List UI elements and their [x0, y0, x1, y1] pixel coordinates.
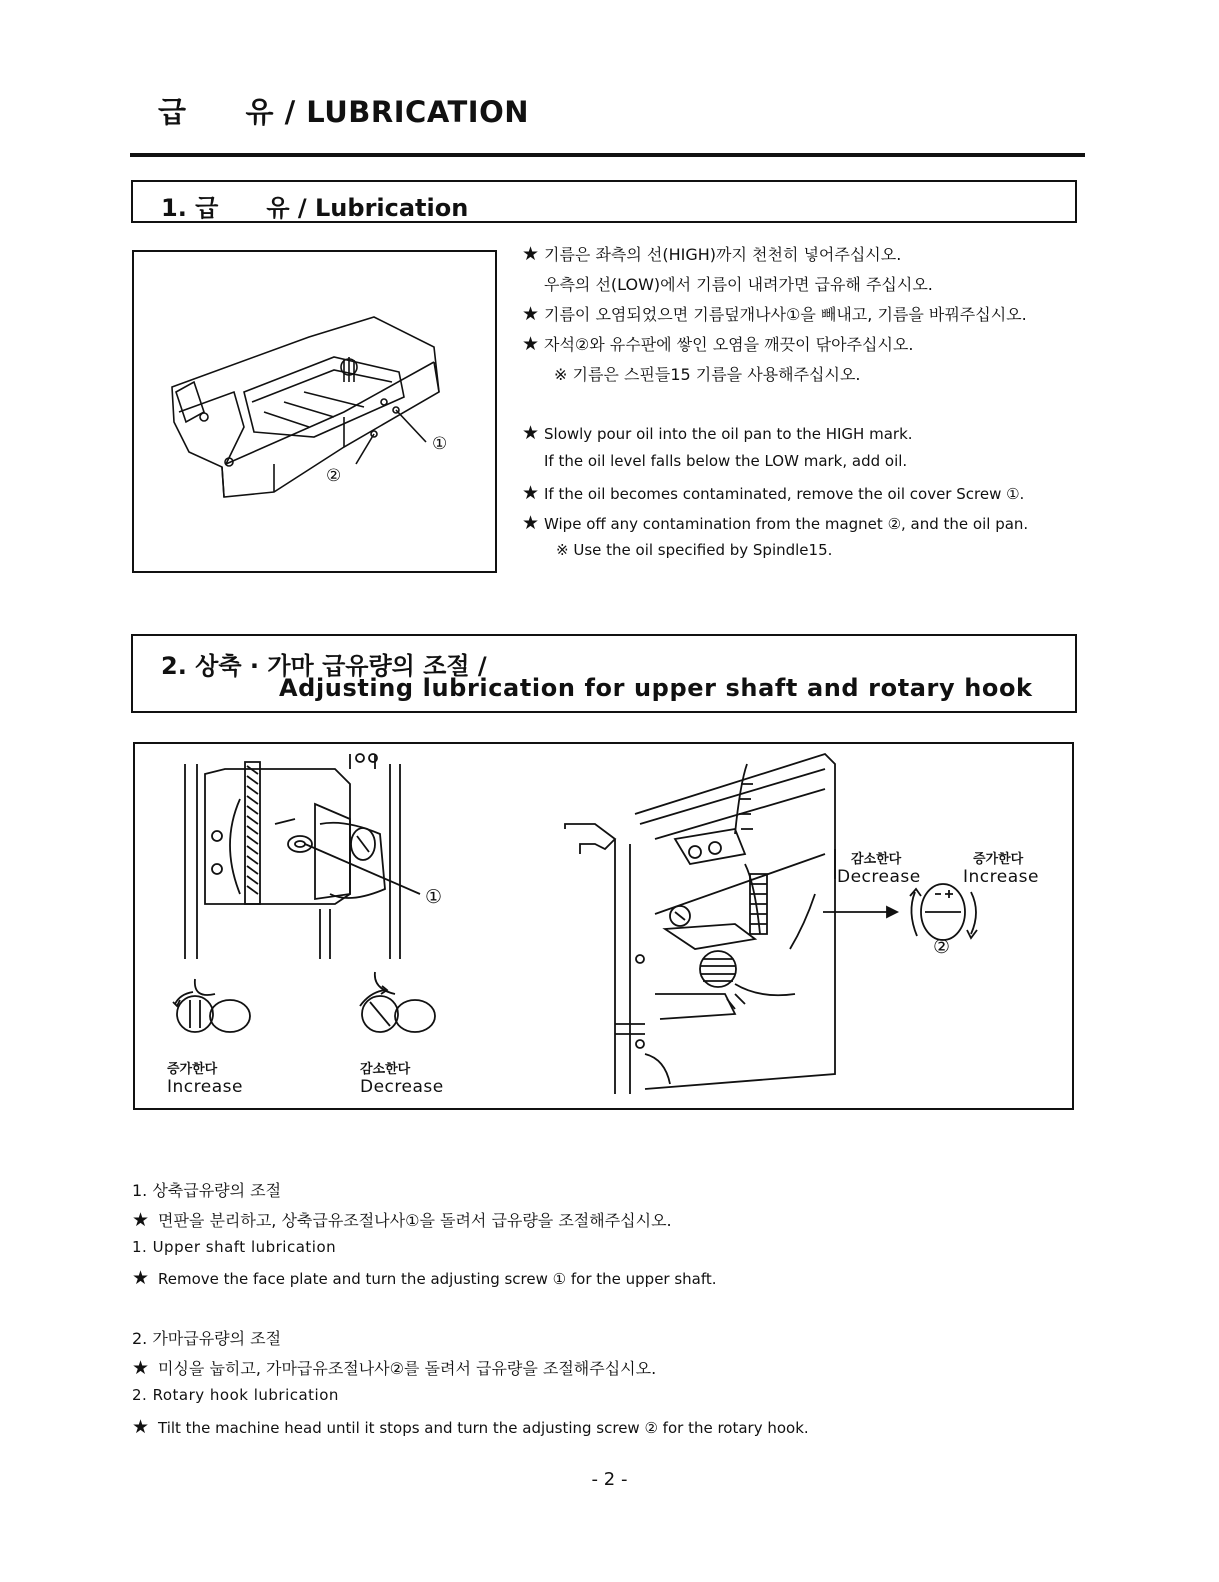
page-number: - 2 - [591, 1469, 628, 1490]
upper-en-title: 1. Upper shaft lubrication [132, 1238, 337, 1256]
section1-heading: 1. 급 유 / Lubrication [161, 194, 469, 222]
oil-pan-illustration [134, 252, 495, 571]
en-line-2: If the oil level falls below the LOW mark, add oil. [544, 452, 908, 470]
callout-1: ① [425, 886, 443, 908]
ko-line-4: ★ 자석②와 유수판에 쌓인 오염을 깨끗이 닦아주십시오. [522, 333, 914, 355]
en-note: ※ Use the oil specified by Spindle15. [556, 541, 833, 559]
section2-heading-ko: 2. 상축 · 가마 급유량의 조절 / [161, 652, 487, 680]
page-title: 급 유 / LUBRICATION [158, 95, 530, 129]
callout-2: ② [326, 466, 342, 486]
left-decrease-label: 감소한다 Decrease [360, 1062, 444, 1097]
star-icon: ★ [132, 1267, 150, 1289]
star-icon: ★ [132, 1209, 150, 1231]
hook-en-title: 2. Rotary hook lubrication [132, 1386, 339, 1404]
oil-pan-figure [132, 250, 497, 573]
callout-2: ② [933, 936, 951, 958]
section1-heading-box [131, 180, 1077, 223]
left-increase-label: 증가한다 Increase [167, 1062, 243, 1097]
callout-1: ① [432, 434, 448, 454]
star-icon: ★ [522, 482, 540, 504]
star-icon: ★ [522, 333, 540, 355]
star-icon: ★ [522, 303, 540, 325]
en-line-3: ★ If the oil becomes contaminated, remove the oil cover Screw ①. [522, 482, 1025, 504]
star-icon: ★ [522, 512, 540, 534]
star-icon: ★ [522, 422, 540, 444]
ko-line-2: 우측의 선(LOW)에서 기름이 내려가면 급유해 주십시오. [544, 275, 933, 294]
upper-en-text: ★ Remove the face plate and turn the adjusting screw ① for the upper shaft. [132, 1267, 717, 1289]
ko-note: ※ 기름은 스핀들15 기름을 사용해주십시오. [554, 365, 861, 384]
right-increase-label: 증가한다 Increase [963, 852, 1039, 887]
title-rule [130, 153, 1085, 157]
en-line-4: ★ Wipe off any contamination from the magnet ②, and the oil pan. [522, 512, 1029, 534]
star-icon: ★ [132, 1357, 150, 1379]
en-line-1: ★ Slowly pour oil into the oil pan to the HIGH mark. [522, 422, 913, 444]
adjustment-figure [133, 742, 1074, 1110]
star-icon: ★ [522, 243, 540, 265]
section2-heading-box [131, 634, 1077, 713]
adjustment-illustration [135, 744, 1072, 1108]
section2-heading-en: Adjusting lubrication for upper shaft and rotary hook [279, 674, 1033, 702]
hook-ko-title: 2. 가마급유량의 조절 [132, 1329, 282, 1348]
ko-line-3: ★ 기름이 오염되었으면 기름덮개나사①을 빼내고, 기름을 바꿔주십시오. [522, 303, 1027, 325]
ko-line-1: ★ 기름은 좌측의 선(HIGH)까지 천천히 넣어주십시오. [522, 243, 902, 265]
hook-en-text: ★ Tilt the machine head until it stops and turn the adjusting screw ② for the rotary hook. [132, 1416, 809, 1438]
upper-ko-title: 1. 상축급유량의 조절 [132, 1181, 282, 1200]
hook-ko-text: ★ 미싱을 눕히고, 가마급유조절나사②를 돌려서 급유량을 조절해주십시오. [132, 1357, 657, 1379]
star-icon: ★ [132, 1416, 150, 1438]
right-decrease-label: 감소한다 Decrease [837, 852, 921, 887]
upper-ko-text: ★ 면판을 분리하고, 상축급유조절나사①을 돌려서 급유량을 조절해주십시오. [132, 1209, 672, 1231]
